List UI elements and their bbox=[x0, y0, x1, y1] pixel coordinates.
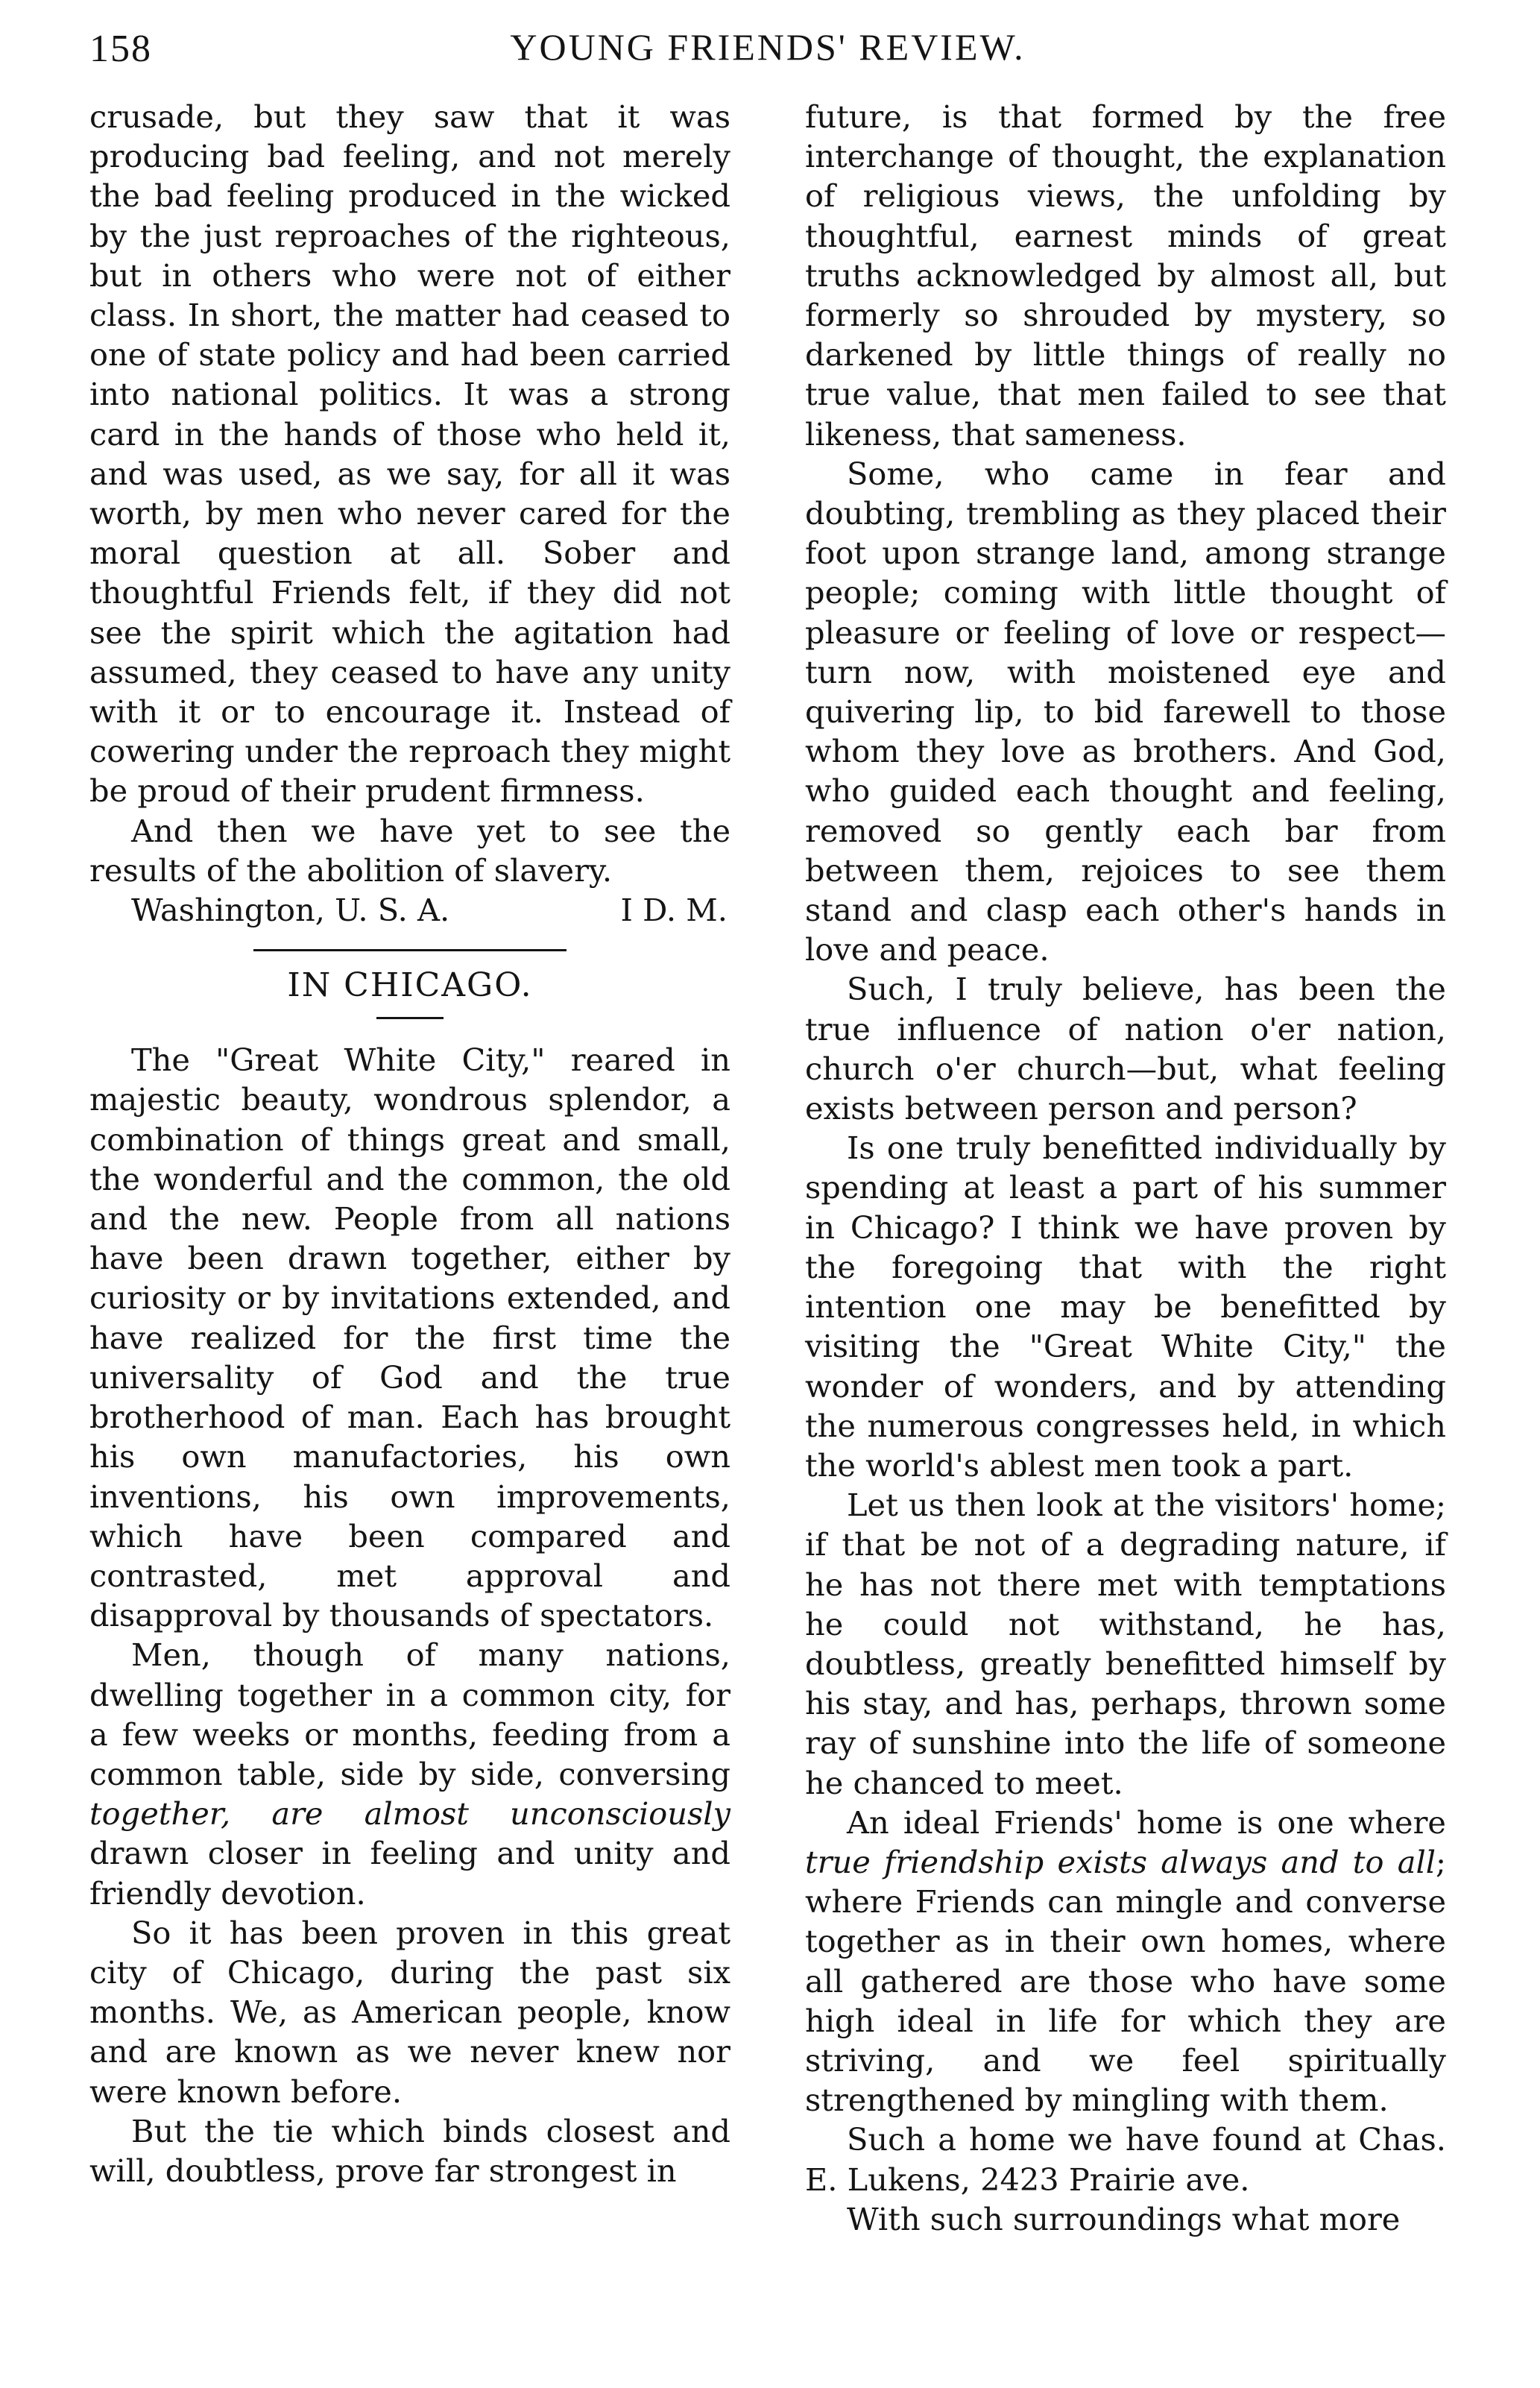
left-column bbox=[89, 97, 730, 2239]
paragraph: crusade, but they saw that it was producing bad feeling, and not merely the bad feeling produced in the wicked by the just reproaches of the righteous, but in others who were not of either class. In short, the matter had ceased to one of state policy and had been carried into national politics. It was a strong card in the hands of those who held it, and was used, as we say, for all it was worth, by men who never cared for the moral question at all. Sober and thoughtful Friends felt, if they did not see the spirit which the agitation had assumed, they ceased to have any unity with it or to encourage it. Instead of cowering under the reproach they might be proud of their prudent firmness. bbox=[89, 98, 730, 810]
paragraph: Some, who came in fear and doubting, trembling as they placed their foot upon strange land, among strange people; coming with little thought of pleasure or feeling of love or respect— turn now, with moistened eye and quivering lip, to bid farewell to those whom they love as brothers. And God, who guided each thought and feeling, removed so gently each bar from between them, rejoices to see them stand and clasp each other's hands in love and peace. bbox=[805, 455, 1446, 968]
paragraph bbox=[805, 1803, 1446, 2120]
paragraph: Is one truly benefitted individually by spending at least a part of his summer in Chicago? I think we have proven by the foregoing that with the right intention one may be benefitted by visiting the "Great White City," the wonder of wonders, and by attending the numerous congresses held, in which the world's ablest men took a part. bbox=[805, 1130, 1446, 1484]
paragraph: And then we have yet to see the results of the abolition of slavery. bbox=[89, 812, 730, 889]
signature-place: Washington, U. S. A. bbox=[131, 892, 450, 929]
page-number: 158 bbox=[89, 28, 152, 70]
journal-page bbox=[89, 22, 1446, 2363]
paragraph: Such, I truly believe, has been the true influence of nation o'er nation, church o'er church—but, what feeling exists between person and person? bbox=[805, 971, 1446, 1127]
paragraph: Such a home we have found at Chas. E. Lukens, 2423 Prairie ave. bbox=[805, 2121, 1446, 2198]
paragraph: With such surroundings what more bbox=[847, 2200, 1401, 2237]
signature-initials: I D. M. bbox=[620, 892, 728, 929]
paragraph bbox=[89, 1635, 730, 1912]
running-title: YOUNG FRIENDS' REVIEW. bbox=[510, 26, 1026, 68]
paragraph-text: Men, though of many nations, dwelling together in a common city, for a few weeks or months, feeding from a common table, side by side, conversing bbox=[89, 1636, 730, 1792]
paragraph: future, is that formed by the free interchange of thought, the explanation of religious views, the unfolding by thoughtful, earnest minds of great truths acknowledged by almost all, but formerly so shrouded by mystery, so darkened by little things of really no true value, that men failed to see that likeness, that sameness. bbox=[805, 98, 1446, 453]
paragraph: But the tie which binds closest and will, doubtless, prove far strongest in bbox=[89, 2112, 730, 2189]
italic-text: together, are almost unconsciously bbox=[89, 1795, 730, 1833]
signature-line bbox=[89, 890, 730, 930]
paragraph-text: drawn closer in feeling and unity and friendly devotion. bbox=[89, 1835, 730, 1912]
paragraph: Let us then look at the visitors' home; if that be not of a degrading nature, if he has not there met with temptations he could not withstand, he has, doubtless, greatly benefitted himself by his stay, and has, perhaps, thrown some ray of sunshine into the life of someone he chanced to meet. bbox=[805, 1487, 1446, 1801]
paragraph: So it has been proven in this great city of Chicago, during the past six months. We, as American people, know and are known as we never knew nor were known before. bbox=[89, 1914, 730, 2110]
paragraph-text: ; where Friends can mingle and converse together as in their own homes, where all gathered are those who have some high ideal in life for which they are striving, and we feel spiritually strengthened by mingling with them. bbox=[805, 1843, 1446, 2119]
page-header bbox=[89, 22, 1446, 82]
italic-text: true friendship exists always and to all bbox=[805, 1843, 1436, 1880]
section-divider bbox=[253, 949, 567, 951]
paragraph-text: An ideal Friends' home is one where bbox=[847, 1803, 1446, 1841]
right-column bbox=[805, 97, 1446, 2239]
paragraph: The "Great White City," reared in majestic beauty, wondrous splendor, a combination of things great and small, the wonderful and the common, the old and the new. People from all nations have been drawn together, either by curiosity or by invitations extended, and have realized for the first time the universality of God and the true brotherhood of man. Each has brought his own manufactories, his own inventions, his own improvements, which have been compared and contrasted, met approval and disapproval by thousands of spectators. bbox=[89, 1042, 730, 1634]
section-title: IN CHICAGO. bbox=[287, 966, 533, 1005]
title-underline bbox=[376, 1017, 444, 1019]
text-columns bbox=[89, 97, 1446, 2239]
